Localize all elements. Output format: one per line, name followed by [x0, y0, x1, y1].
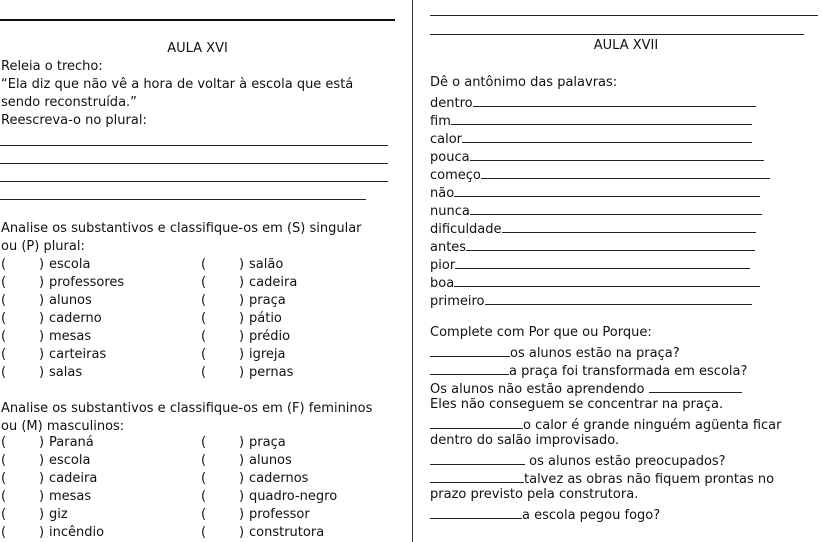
classification-slot-close: ): [39, 471, 45, 486]
sentence-text: a escola pegou fogo?: [522, 508, 661, 523]
fill-blank[interactable]: [430, 414, 523, 429]
q3-instruction-line2: ou (M) masculinos:: [1, 419, 125, 434]
noun-label: carteiras: [49, 347, 107, 362]
noun-label: escola: [49, 257, 91, 272]
sentence-text: os alunos estão preocupados?: [529, 454, 726, 469]
antonym-blank[interactable]: [451, 110, 752, 125]
antonym-word: antes: [430, 240, 467, 255]
noun-label: construtora: [249, 525, 325, 540]
noun-label: praça: [249, 293, 286, 308]
classification-slot-close: ): [39, 435, 45, 450]
antonym-blank[interactable]: [466, 236, 755, 251]
fill-blank[interactable]: [430, 504, 522, 519]
classification-slot-close: ): [239, 347, 245, 362]
answer-line[interactable]: [0, 145, 388, 146]
page-title-aula-xvii: AULA XVII: [593, 38, 659, 53]
noun-label: caderno: [49, 311, 102, 326]
antonym-blank[interactable]: [502, 218, 756, 233]
antonym-blank[interactable]: [481, 164, 770, 179]
fill-blank[interactable]: [430, 360, 509, 375]
classification-slot-close: ): [39, 489, 45, 504]
answer-line[interactable]: [0, 199, 366, 200]
noun-label: igreja: [249, 347, 286, 362]
classification-slot[interactable]: (: [1, 257, 7, 272]
antonym-word: pior: [430, 258, 456, 273]
noun-label: pátio: [249, 311, 282, 326]
antonym-blank[interactable]: [473, 92, 756, 107]
classification-slot[interactable]: (: [201, 471, 207, 486]
q2-instruction-line2: ou (P) plural:: [1, 239, 85, 254]
q3-instruction-line1: Analise os substantivos e classifique-os em (F) femininos: [1, 401, 373, 416]
noun-label: Paraná: [49, 435, 94, 450]
noun-label: pernas: [249, 365, 294, 380]
classification-slot-close: ): [39, 453, 45, 468]
classification-slot[interactable]: (: [201, 275, 207, 290]
antonym-blank[interactable]: [485, 290, 753, 305]
classification-slot-close: ): [239, 293, 245, 308]
q1-quote-line2: sendo reconstruída.”: [1, 95, 137, 110]
antonym-blank[interactable]: [454, 182, 760, 197]
antonym-word: nunca: [430, 204, 470, 219]
antonym-row: [430, 290, 752, 311]
sentence-text: o calor é grande ninguém agüenta ficar: [523, 418, 782, 433]
classification-slot[interactable]: (: [1, 525, 7, 540]
classification-slot-close: ): [239, 471, 245, 486]
antonym-blank[interactable]: [470, 200, 762, 215]
antonym-word: calor: [430, 132, 463, 147]
noun-label: escola: [49, 453, 91, 468]
classification-slot[interactable]: (: [201, 329, 207, 344]
noun-label: mesas: [49, 329, 92, 344]
answer-line[interactable]: [430, 34, 804, 35]
classification-slot-close: ): [239, 275, 245, 290]
antonym-word: dificuldade: [430, 222, 502, 237]
noun-label: giz: [49, 507, 68, 522]
noun-label: cadernos: [249, 471, 309, 486]
complete-line-4: Eles não conseguem se concentrar na praça.: [430, 397, 724, 412]
column-divider: [412, 0, 413, 542]
classification-slot-close: ): [239, 489, 245, 504]
answer-line[interactable]: [0, 163, 388, 164]
classification-slot-close: ): [39, 275, 45, 290]
classification-slot[interactable]: (: [201, 347, 207, 362]
sentence-text: Os alunos não estão aprendendo: [430, 382, 645, 397]
noun-label: cadeira: [249, 275, 298, 290]
q1-quote-line1: “Ela diz que não vê a hora de voltar à escola que está: [1, 77, 354, 92]
sentence-text: talvez as obras não fiquem prontas no: [524, 472, 775, 487]
classification-slot[interactable]: (: [201, 525, 207, 540]
classification-slot-close: ): [239, 507, 245, 522]
answer-line[interactable]: [430, 15, 818, 16]
classification-slot[interactable]: (: [201, 293, 207, 308]
classification-slot[interactable]: (: [201, 435, 207, 450]
classification-slot[interactable]: (: [201, 507, 207, 522]
classification-slot[interactable]: (: [201, 489, 207, 504]
noun-label: salas: [49, 365, 83, 380]
classification-slot[interactable]: (: [201, 257, 207, 272]
fill-blank[interactable]: [430, 468, 524, 483]
classification-slot-close: ): [39, 347, 45, 362]
page-title-aula-xvi: AULA XVI: [167, 41, 228, 56]
classification-slot-close: ): [39, 257, 45, 272]
classification-slot[interactable]: (: [1, 489, 7, 504]
classification-slot[interactable]: (: [1, 347, 7, 362]
antonym-word: pouca: [430, 150, 470, 165]
classification-slot[interactable]: (: [1, 453, 7, 468]
answer-line[interactable]: [0, 181, 388, 182]
classification-slot-close: ): [239, 257, 245, 272]
noun-label: cadeira: [49, 471, 98, 486]
q2-instruction-line1: Analise os substantivos e classifique-os em (S) singular: [1, 221, 362, 236]
fill-blank[interactable]: [649, 378, 742, 393]
noun-label: praça: [249, 435, 286, 450]
antonym-word: boa: [430, 276, 455, 291]
top-divider: [0, 19, 395, 21]
noun-label: quadro-negro: [249, 489, 338, 504]
complete-line-6: dentro do salão improvisado.: [430, 433, 620, 448]
classification-slot-close: ): [39, 365, 45, 380]
complete-instruction: Complete com Por que ou Porque:: [430, 325, 652, 340]
noun-label: mesas: [49, 489, 92, 504]
noun-label: professor: [249, 507, 310, 522]
classification-slot[interactable]: (: [1, 435, 7, 450]
noun-label: alunos: [249, 453, 292, 468]
fill-blank[interactable]: [430, 450, 525, 465]
classification-slot-close: ): [239, 453, 245, 468]
noun-label: incêndio: [49, 525, 105, 540]
classification-slot-close: ): [239, 329, 245, 344]
classification-slot-close: ): [39, 525, 45, 540]
antonym-word: começo: [430, 168, 481, 183]
antonym-word: dentro: [430, 96, 473, 111]
noun-label: salão: [249, 257, 284, 272]
classification-slot[interactable]: (: [201, 311, 207, 326]
complete-line-10: [430, 504, 660, 525]
antonym-blank[interactable]: [470, 146, 764, 161]
classification-slot-close: ): [239, 365, 245, 380]
antonym-word: primeiro: [430, 294, 485, 309]
noun-label: prédio: [249, 329, 291, 344]
classification-slot-close: ): [39, 507, 45, 522]
sentence-text: os alunos estão na praça?: [510, 346, 680, 361]
fill-blank[interactable]: [430, 342, 510, 357]
classification-slot-close: ): [39, 329, 45, 344]
classification-slot[interactable]: (: [201, 453, 207, 468]
classification-slot[interactable]: (: [1, 507, 7, 522]
antonym-blank[interactable]: [462, 128, 752, 143]
classification-slot[interactable]: (: [201, 365, 207, 380]
classification-slot[interactable]: (: [1, 311, 7, 326]
classification-slot-close: ): [239, 525, 245, 540]
complete-line-9: prazo previsto pela construtora.: [430, 487, 639, 502]
q1-instruction: Releia o trecho:: [1, 59, 103, 74]
classification-slot[interactable]: (: [1, 275, 7, 290]
antonym-word: não: [430, 186, 455, 201]
classification-slot[interactable]: (: [1, 471, 7, 486]
classification-slot-close: ): [39, 311, 45, 326]
antonym-blank[interactable]: [454, 272, 760, 287]
classification-slot-close: ): [239, 311, 245, 326]
q1-task: Reescreva-o no plural:: [1, 113, 147, 128]
classification-slot-close: ): [239, 435, 245, 450]
classification-slot[interactable]: (: [1, 329, 7, 344]
classification-slot[interactable]: (: [1, 293, 7, 308]
antonym-blank[interactable]: [455, 254, 750, 269]
classification-slot-close: ): [39, 293, 45, 308]
antonym-word: fim: [430, 114, 451, 129]
noun-label: alunos: [49, 293, 92, 308]
antonyms-instruction: Dê o antônimo das palavras:: [430, 75, 618, 90]
sentence-text: a praça foi transformada em escola?: [509, 364, 748, 379]
classification-slot[interactable]: (: [1, 365, 7, 380]
noun-label: professores: [49, 275, 125, 290]
